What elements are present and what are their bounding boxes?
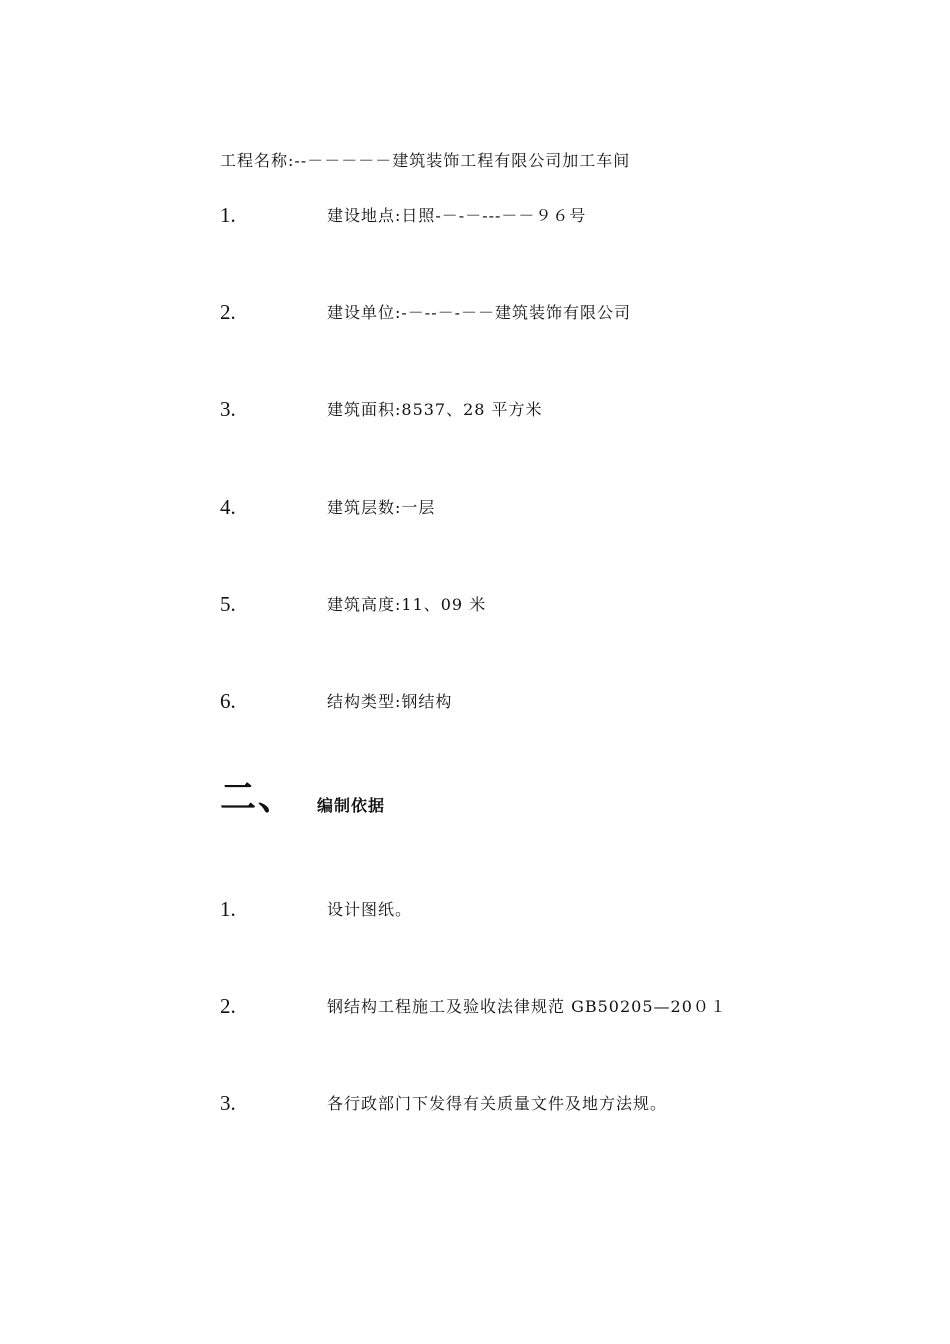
basis-item-regulations xyxy=(0,1090,950,1120)
item-number: 1. xyxy=(220,897,236,921)
item-text: 建设地点:日照-－-－---－－９６号 xyxy=(327,206,587,225)
item-text: 钢结构工程施工及验收法律规范 GB50205—20０１ xyxy=(327,997,727,1016)
overview-item-floors xyxy=(0,494,950,524)
item-number: 2. xyxy=(220,994,236,1018)
item-text: 建设单位:-－--－-－－建筑装饰有限公司 xyxy=(327,303,632,322)
item-number: 3. xyxy=(220,397,236,421)
overview-item-owner xyxy=(0,299,950,329)
item-number: 2. xyxy=(220,300,236,324)
item-number: 5. xyxy=(220,592,236,616)
overview-item-location xyxy=(0,202,950,232)
item-text: 建筑高度:11、09 米 xyxy=(327,595,487,614)
item-number: 1. xyxy=(220,203,236,227)
item-text: 建筑层数:一层 xyxy=(327,498,436,517)
item-text: 结构类型:钢结构 xyxy=(327,692,453,711)
project-name-line: 工程名称:--－－－－－建筑装饰工程有限公司加工车间 xyxy=(220,151,631,170)
section-title: 编制依据 xyxy=(317,796,386,815)
item-number: 3. xyxy=(220,1091,236,1115)
overview-item-area xyxy=(0,396,950,426)
overview-item-height xyxy=(0,591,950,621)
overview-item-structure xyxy=(0,688,950,718)
item-number: 4. xyxy=(220,495,236,519)
section-number: 二、 xyxy=(220,777,297,818)
basis-item-standard xyxy=(0,993,950,1023)
item-number: 6. xyxy=(220,689,236,713)
section-heading-basis xyxy=(0,776,950,826)
item-text: 建筑面积:8537、28 平方米 xyxy=(327,400,543,419)
item-text: 设计图纸。 xyxy=(327,900,413,919)
item-text: 各行政部门下发得有关质量文件及地方法规。 xyxy=(327,1094,668,1113)
basis-item-drawings xyxy=(0,896,950,926)
